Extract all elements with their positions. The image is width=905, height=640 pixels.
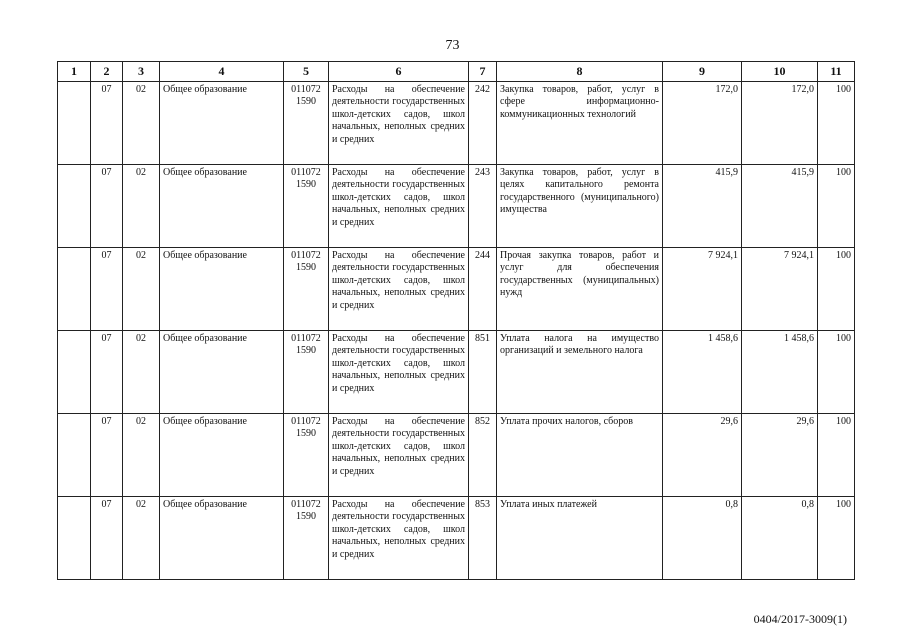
table-row (58, 165, 855, 248)
cell-expense-code: 242 (469, 82, 497, 165)
header-cell-10: 10 (742, 62, 818, 82)
header-cell-3: 3 (123, 62, 160, 82)
cell-target-name: Расходы на обеспечение деятельности государственных школ-детских садов, школ начальных, неполных средних и средних (329, 497, 469, 580)
cell-target-code: 011072 1590 (284, 248, 329, 331)
page-number: 73 (445, 38, 460, 53)
cell-section-name: Общее образование (160, 414, 284, 497)
header-cell-11: 11 (818, 62, 855, 82)
cell-expense-code: 851 (469, 331, 497, 414)
cell-section: 07 (91, 165, 123, 248)
cell-target-code: 011072 1590 (284, 497, 329, 580)
cell-subsection: 02 (123, 497, 160, 580)
cell-col1 (58, 414, 91, 497)
cell-section: 07 (91, 82, 123, 165)
cell-section-name: Общее образование (160, 497, 284, 580)
cell-target-name: Расходы на обеспечение деятельности государственных школ-детских садов, школ начальных, неполных средних и средних (329, 414, 469, 497)
cell-expense-name: Закупка товаров, работ, услуг в сфере информационно-коммуникационных технологий (497, 82, 663, 165)
cell-expense-name: Уплата налога на имущество организаций и земельного налога (497, 331, 663, 414)
cell-amount-planned: 7 924,1 (663, 248, 742, 331)
cell-amount-planned: 29,6 (663, 414, 742, 497)
header-cell-4: 4 (160, 62, 284, 82)
cell-expense-code: 244 (469, 248, 497, 331)
cell-percent: 100 (818, 331, 855, 414)
header-cell-5: 5 (284, 62, 329, 82)
cell-target-name: Расходы на обеспечение деятельности государственных школ-детских садов, школ начальных, неполных средних и средних (329, 248, 469, 331)
table-row (58, 414, 855, 497)
cell-section: 07 (91, 414, 123, 497)
cell-percent: 100 (818, 165, 855, 248)
cell-amount-actual: 172,0 (742, 82, 818, 165)
cell-amount-planned: 0,8 (663, 497, 742, 580)
cell-expense-name: Закупка товаров, работ, услуг в целях капитального ремонта государственного (муниципального) имущества (497, 165, 663, 248)
cell-target-code: 011072 1590 (284, 165, 329, 248)
cell-target-name: Расходы на обеспечение деятельности государственных школ-детских садов, школ начальных, неполных средних и средних (329, 331, 469, 414)
cell-target-name: Расходы на обеспечение деятельности государственных школ-детских садов, школ начальных, неполных средних и средних (329, 82, 469, 165)
cell-col1 (58, 497, 91, 580)
cell-subsection: 02 (123, 165, 160, 248)
header-row (58, 62, 855, 82)
header-cell-6: 6 (329, 62, 469, 82)
cell-target-code: 011072 1590 (284, 414, 329, 497)
cell-expense-code: 853 (469, 497, 497, 580)
cell-section-name: Общее образование (160, 82, 284, 165)
cell-target-code: 011072 1590 (284, 82, 329, 165)
header-cell-9: 9 (663, 62, 742, 82)
budget-table (57, 61, 855, 580)
cell-percent: 100 (818, 414, 855, 497)
table-row (58, 331, 855, 414)
cell-col1 (58, 331, 91, 414)
cell-amount-planned: 172,0 (663, 82, 742, 165)
cell-amount-actual: 1 458,6 (742, 331, 818, 414)
cell-percent: 100 (818, 82, 855, 165)
cell-subsection: 02 (123, 331, 160, 414)
cell-amount-actual: 415,9 (742, 165, 818, 248)
cell-target-code: 011072 1590 (284, 331, 329, 414)
cell-col1 (58, 248, 91, 331)
cell-section-name: Общее образование (160, 248, 284, 331)
cell-section-name: Общее образование (160, 331, 284, 414)
cell-expense-code: 852 (469, 414, 497, 497)
header-cell-8: 8 (497, 62, 663, 82)
cell-amount-actual: 29,6 (742, 414, 818, 497)
cell-expense-name: Прочая закупка товаров, работ и услуг для обеспечения государственных (муниципальных) нужд (497, 248, 663, 331)
cell-expense-name: Уплата иных платежей (497, 497, 663, 580)
cell-amount-planned: 1 458,6 (663, 331, 742, 414)
cell-section: 07 (91, 331, 123, 414)
cell-col1 (58, 165, 91, 248)
header-cell-1: 1 (58, 62, 91, 82)
header-cell-2: 2 (91, 62, 123, 82)
cell-percent: 100 (818, 497, 855, 580)
document-code: 0404/2017-3009(1) (753, 612, 847, 626)
cell-section: 07 (91, 248, 123, 331)
cell-amount-planned: 415,9 (663, 165, 742, 248)
cell-col1 (58, 82, 91, 165)
table-row (58, 248, 855, 331)
cell-expense-code: 243 (469, 165, 497, 248)
cell-section-name: Общее образование (160, 165, 284, 248)
cell-amount-actual: 7 924,1 (742, 248, 818, 331)
cell-target-name: Расходы на обеспечение деятельности государственных школ-детских садов, школ начальных, неполных средних и средних (329, 165, 469, 248)
cell-subsection: 02 (123, 414, 160, 497)
cell-percent: 100 (818, 248, 855, 331)
cell-subsection: 02 (123, 82, 160, 165)
table-row (58, 497, 855, 580)
cell-section: 07 (91, 497, 123, 580)
cell-amount-actual: 0,8 (742, 497, 818, 580)
cell-expense-name: Уплата прочих налогов, сборов (497, 414, 663, 497)
cell-subsection: 02 (123, 248, 160, 331)
header-cell-7: 7 (469, 62, 497, 82)
table-row (58, 82, 855, 165)
